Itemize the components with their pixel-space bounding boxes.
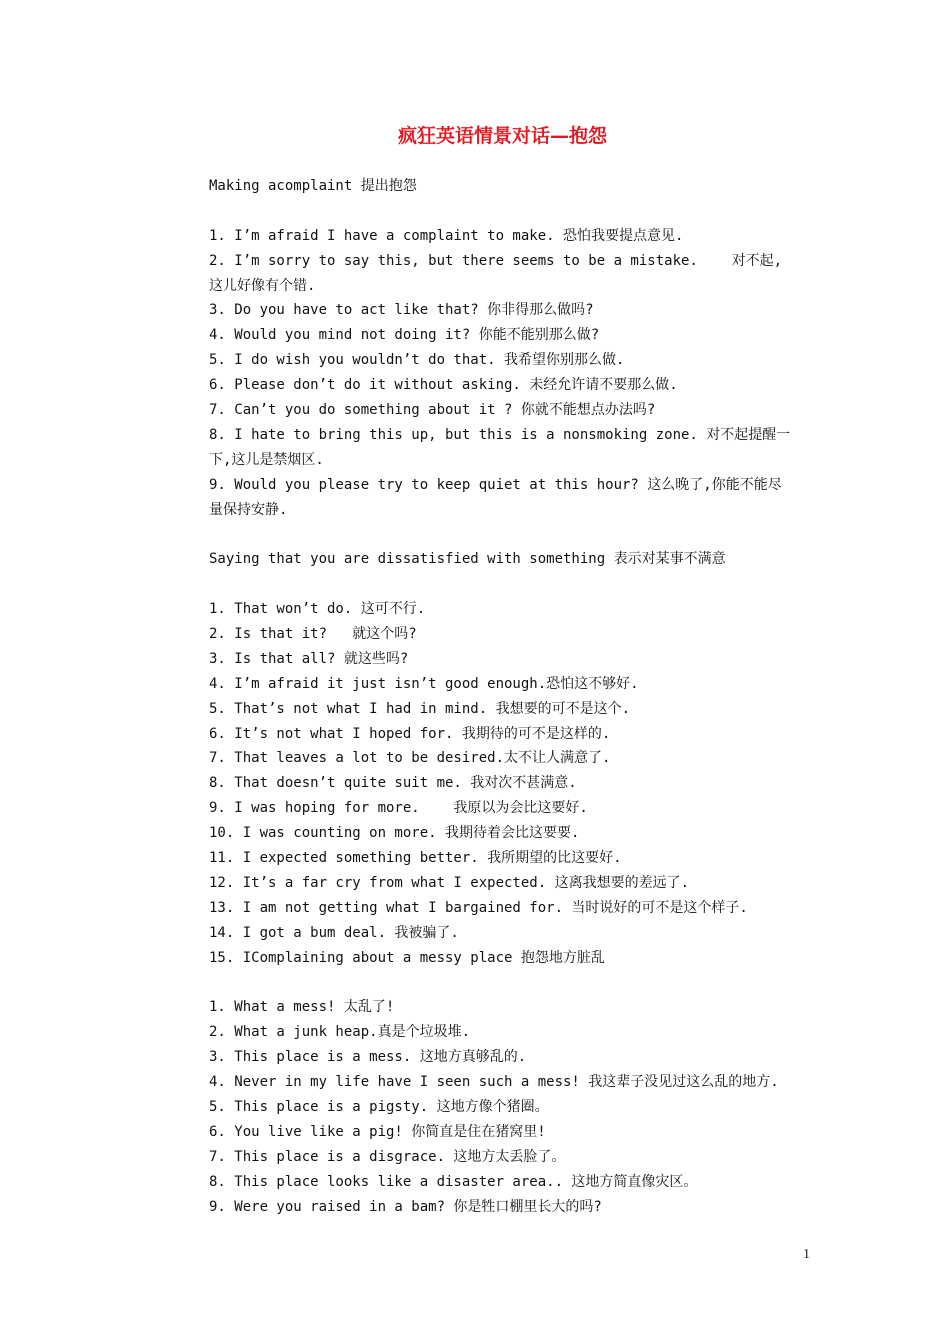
section-heading: Making acomplaint 提出抱怨 [209, 178, 417, 194]
phrase-line: 4. I’m afraid it just isn’t good enough.恐怕这不够好. [209, 675, 639, 692]
phrase-line: 6. It’s not what I hoped for. 我期待的可不是这样的. [209, 725, 611, 742]
phrase-line: 2. What a junk heap.真是个垃圾堆. [209, 1024, 471, 1041]
phrase-line: 2. I’m sorry to say this, but there seems to be a mistake. 对不起, [209, 252, 783, 269]
phrase-line: 7. That leaves a lot to be desired.太不让人满意了. [209, 750, 611, 767]
phrase-line: 4. Would you mind not doing it? 你能不能别那么做? [209, 327, 600, 344]
phrase-line: 3. This place is a mess. 这地方真够乱的. [209, 1049, 527, 1066]
page-number: 1 [803, 1247, 810, 1262]
phrase-line: 量保持安静. [209, 501, 288, 518]
phrase-line: 8. That doesn’t quite suit me. 我对次不甚满意. [209, 775, 577, 792]
phrase-line: 2. Is that it? 就这个吗? [209, 626, 417, 643]
phrase-line: 1. That won’t do. 这可不行. [209, 601, 426, 618]
phrase-line: 3. Do you have to act like that? 你非得那么做吗? [209, 302, 594, 319]
phrase-line: 8. This place looks like a disaster area.. 这地方简直像灾区。 [209, 1173, 698, 1190]
phrase-line: 11. I expected something better. 我所期望的比这要好. [209, 850, 622, 867]
phrase-line: 1. I’m afraid I have a complaint to make. 恐怕我要提点意见. [209, 227, 684, 244]
document-body [209, 174, 811, 1219]
phrase-line: 12. It’s a far cry from what I expected. 这离我想要的差远了. [209, 874, 690, 891]
section-heading: Saying that you are dissatisfied with something 表示对某事不满意 [209, 551, 726, 568]
phrase-line: 5. This place is a pigsty. 这地方像个猪圈。 [209, 1098, 549, 1115]
phrase-line: 9. Would you please try to keep quiet at this hour? 这么晚了,你能不能尽 [209, 476, 782, 493]
phrase-line: 下,这儿是禁烟区. [209, 451, 324, 468]
phrase-line: 1. What a mess! 太乱了! [209, 999, 395, 1016]
blank-line [209, 572, 811, 597]
phrase-line: 5. I do wish you wouldn’t do that. 我希望你别那么做. [209, 352, 625, 369]
phrase-line: 8. I hate to bring this up, but this is a nonsmoking zone. 对不起提醒一 [209, 426, 791, 443]
phrase-line: 7. This place is a disgrace. 这地方太丢脸了。 [209, 1148, 566, 1165]
phrase-line: 13. I am not getting what I bargained for. 当时说好的可不是这个样子. [209, 899, 748, 916]
phrase-line: 6. Please don’t do it without asking. 未经允许请不要那么做. [209, 377, 678, 394]
phrase-line: 6. You live like a pig! 你简直是住在猪窝里! [209, 1123, 546, 1140]
document-title: 疯狂英语情景对话—抱怨 [397, 125, 607, 147]
phrase-line: 7. Can’t you do something about it ? 你就不能想点办法吗? [209, 402, 656, 419]
phrase-line: 这儿好像有个错. [209, 277, 316, 294]
phrase-line: 10. I was counting on more. 我期待着会比这要要. [209, 825, 580, 842]
blank-line [209, 971, 811, 996]
blank-line [209, 522, 811, 547]
phrase-line: 14. I got a bum deal. 我被骗了. [209, 924, 459, 941]
phrase-line: 15. IComplaining about a messy place 抱怨地方脏乱 [209, 949, 605, 966]
phrase-line: 4. Never in my life have I seen such a mess! 我这辈子没见过这么乱的地方. [209, 1074, 779, 1091]
phrase-line: 9. Were you raised in a bam? 你是牲口棚里长大的吗? [209, 1198, 602, 1215]
phrase-line: 9. I was hoping for more. 我原以为会比这要好. [209, 800, 588, 817]
blank-line [209, 199, 811, 224]
phrase-line: 3. Is that all? 就这些吗? [209, 650, 409, 667]
phrase-line: 5. That’s not what I had in mind. 我想要的可不是这个. [209, 700, 631, 717]
